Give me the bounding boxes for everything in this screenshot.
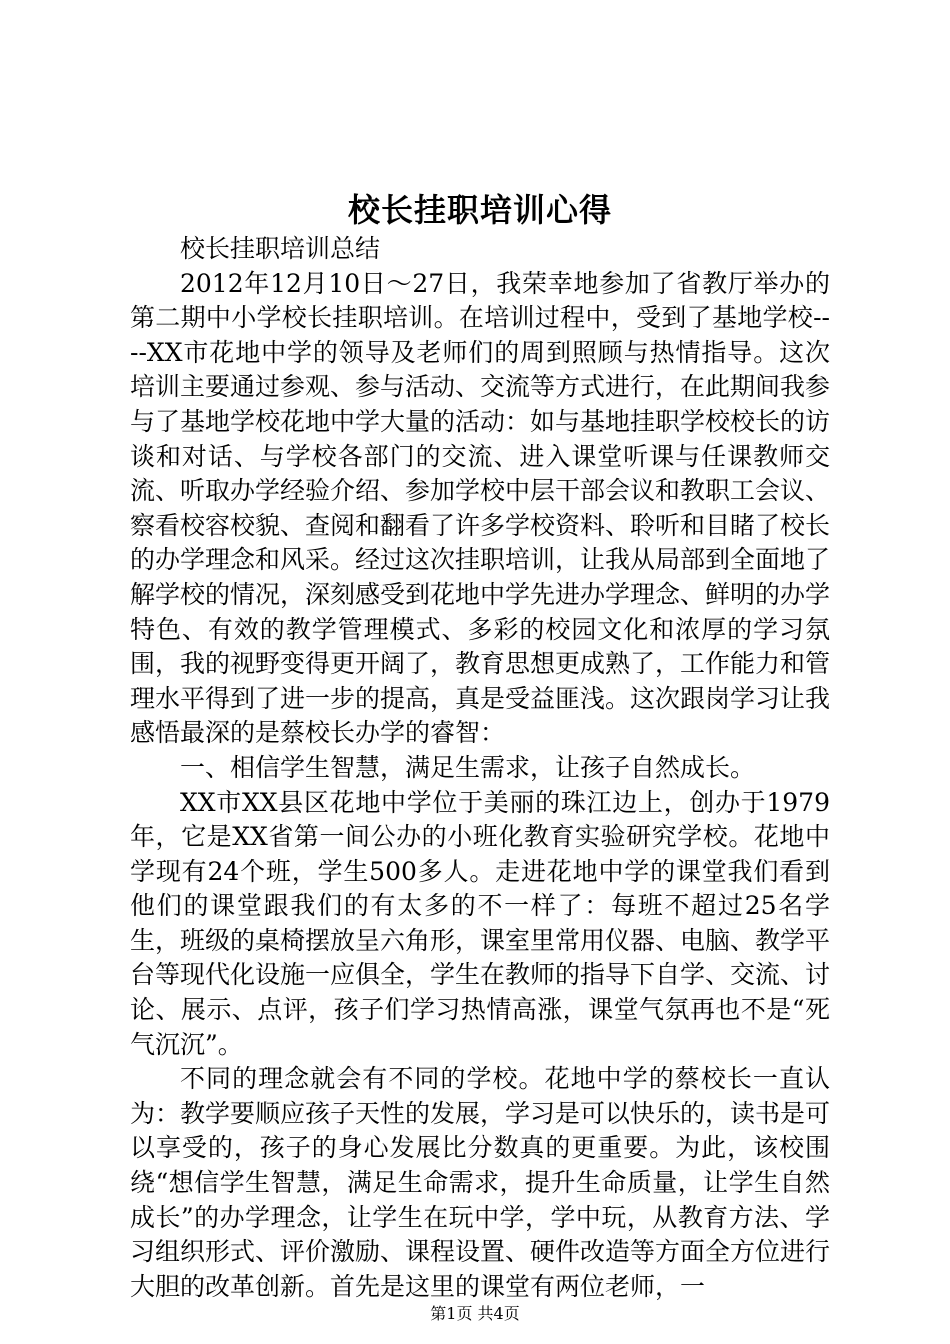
- page-footer: 第1页 共4页: [430, 1304, 520, 1323]
- paragraph-subtitle: 校长挂职培训总结: [180, 234, 381, 263]
- paragraph-philosophy: 不同的理念就会有不同的学校。花地中学的蔡校长一直认为：教学要顺应孩子天性的发展，学习是可以快乐的，读书是可以享受的，孩子的身心发展比分数真的更重要。为此，该校围绕“想信学生智慧，满足生命需求，提升生命质量，让学生自然成长”的办学理念，让学生在玩中学，学中玩，从教育方法、学习组织形式、评价激励、课程设置、硬件改造等方面全方位进行大胆的改革创新。首先是这里的课堂有两位老师，一: [130, 1064, 831, 1301]
- document-body: [130, 232, 830, 1304]
- document-title: 校长挂职培训心得: [347, 191, 612, 229]
- paragraph-school-description: XX市XX县区花地中学位于美丽的珠江边上，创办于1979年，它是XX省第一间公办的小班化教育实验研究学校。花地中学现有24个班，学生500多人。走进花地中学的课堂我们看到他们的课堂跟我们的有太多的不一样了：每班不超过25名学生，班级的桌椅摆放呈六角形，课室里常用仪器、电脑、教学平台等现代化设施一应俱全，学生在教师的指导下自学、交流、讨论、展示、点评，孩子们学习热情高涨，课堂气氛再也不是“死气沉沉”。: [130, 787, 831, 1059]
- paragraph-intro: 2012年12月10日～27日，我荣幸地参加了省教厅举办的第二期中小学校长挂职培训。在培训过程中，受到了基地学校----XX市花地中学的领导及老师们的周到照顾与热情指导。这次培训主要通过参观、参与活动、交流等方式进行，在此期间我参与了基地学校花地中学大量的活动：如与基地挂职学校校长的访谈和对话、与学校各部门的交流、进入课堂听课与任课教师交流、听取办学经验介绍、参加学校中层干部会议和教职工会议、察看校容校貌、查阅和翻看了许多学校资料、聆听和目睹了校长的办学理念和风采。经过这次挂职培训，让我从局部到全面地了解学校的情况，深刻感受到花地中学先进办学理念、鲜明的办学特色、有效的教学管理模式、多彩的校园文化和浓厚的学习氛围，我的视野变得更开阔了，教育思想更成熟了，工作能力和管理水平得到了进一步的提高，真是受益匪浅。这次跟岗学习让我感悟最深的是蔡校长办学的睿智：: [130, 268, 831, 748]
- paragraph-heading-one: 一、相信学生智慧，满足生需求，让孩子自然成长。: [180, 752, 756, 782]
